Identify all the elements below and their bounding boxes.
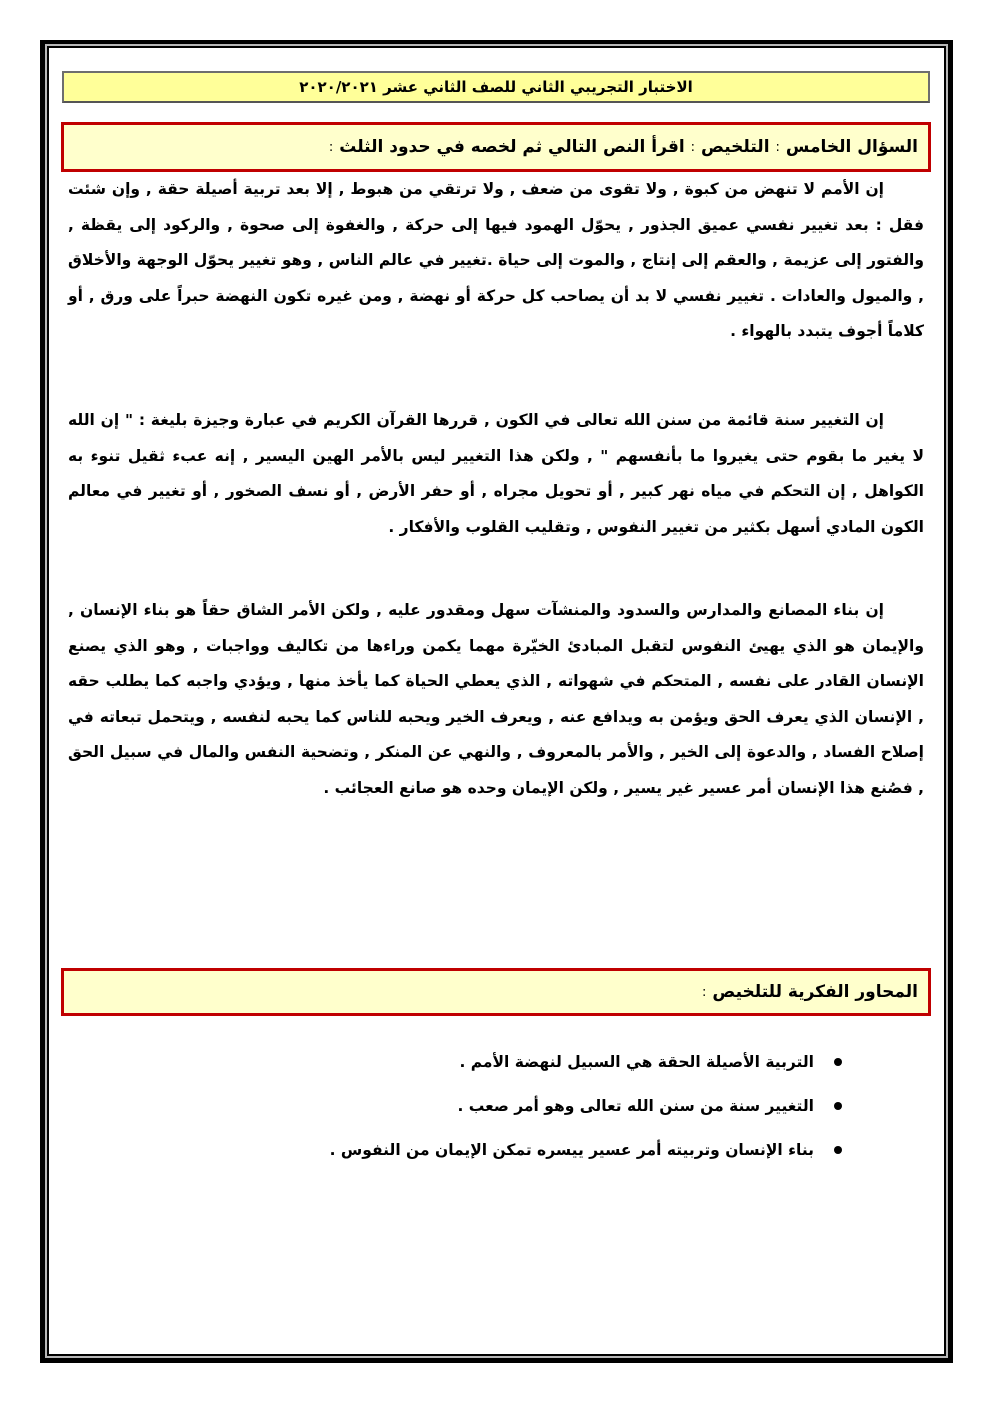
- idea-text: التغيير سنة من سنن الله تعالى وهو أمر صعب .: [457, 1097, 814, 1115]
- paragraph-text: إن بناء المصانع والمدارس والسدود والمنشآت سهل ومقدور عليه , ولكن الأمر الشاق حقاً هو بناء الإنسان , والإيمان هو الذي يهيئ النفوس لتقبل المبادئ الخيّرة مهما يكمن وراءها من تكاليف وواجبات , وهو الذي يصنع الإنسان القادر على نفسه , المتحكم في شهواته , الذي يعطي الحياة كما يأخذ منها , ويؤدي واجبه كما يطلب حقه , الإنسان الذي يعرف الحق ويؤمن به ويدافع عنه , ويعرف الخير ويحبه للناس كما يحبه لنفسه , ويتحمل تبعاته في إصلاح الفساد , والدعوة إلى الخير , والأمر بالمعروف , والنهي عن المنكر , وتضحية النفس والمال في سبيل الحق , فصُنع هذا الإنسان أمر عسير غير يسير , ولكن الإيمان وحده هو صانع العجائب .: [68, 601, 924, 797]
- bullet-icon: [834, 1146, 842, 1154]
- passage-paragraph: [68, 403, 924, 545]
- heading-trailing-colon: :: [328, 139, 334, 155]
- ideas-heading: المحاور الفكرية للتلخيص: [712, 982, 918, 1002]
- idea-text: التربية الأصيلة الحقة هي السبيل لنهضة الأمم .: [459, 1053, 814, 1071]
- heading-separator: :: [775, 139, 780, 155]
- bullet-icon: [834, 1102, 842, 1110]
- heading-trailing-colon: :: [701, 984, 707, 1000]
- question-heading-box: [61, 122, 931, 172]
- question-type: التلخيص: [701, 137, 770, 157]
- question-number: السؤال الخامس: [785, 137, 918, 157]
- ideas-list: [222, 1040, 842, 1172]
- idea-text: بناء الإنسان وتربيته أمر عسير ييسره تمكن الإيمان من النفوس .: [329, 1141, 814, 1159]
- exam-title-banner: [62, 71, 930, 103]
- exam-title: الاختبار التجريبي الثاني للصف الثاني عشر ٢٠٢٠/٢٠٢١: [299, 78, 693, 96]
- bullet-icon: [834, 1058, 842, 1066]
- idea-item: [222, 1084, 842, 1128]
- question-instruction: اقرأ النص التالي ثم لخصه في حدود الثلث: [339, 137, 685, 157]
- paragraph-text: إن التغيير سنة قائمة من سنن الله تعالى في الكون , قررها القرآن الكريم في عبارة وجيزة بليغة : " إن الله لا يغير ما بقوم حتى يغيروا ما بأنفسهم " , ولكن هذا التغيير ليس بالأمر الهين اليسير , إنه عبء ثقيل تنوء به الكواهل , إن التحكم في مياه نهر كبير , أو تحويل مجراه , أو حفر الأرض , أو نسف الصخور , أو تغيير في معالم الكون المادي أسهل بكثير من تغيير النفوس , وتقليب القلوب والأفكار .: [68, 411, 924, 536]
- passage-paragraph: [68, 593, 924, 806]
- idea-item: [222, 1040, 842, 1084]
- heading-separator: :: [690, 139, 696, 155]
- passage-paragraph: [68, 172, 924, 350]
- idea-item: [222, 1128, 842, 1172]
- paragraph-text: إن الأمم لا تنهض من كبوة , ولا تقوى من ضعف , ولا ترتقي من هبوط , إلا بعد تربية أصيلة حقة , وإن شئت فقل : بعد تغيير نفسي عميق الجذور , يحوّل الهمود فيها إلى حركة , والغفوة إلى صحوة , والركود إلى يقظة , والفتور إلى عزيمة , والعقم إلى إنتاج , والموت إلى حياة .تغيير في عالم الناس , وهو تغيير يحوّل الوجهة والأخلاق , والميول والعادات . تغيير نفسي لا بد أن يصاحب كل حركة أو نهضة , ومن غيره تكون النهضة حبراً على ورق , أو كلاماً أجوف يتبدد بالهواء .: [68, 180, 924, 340]
- ideas-heading-box: [61, 968, 931, 1016]
